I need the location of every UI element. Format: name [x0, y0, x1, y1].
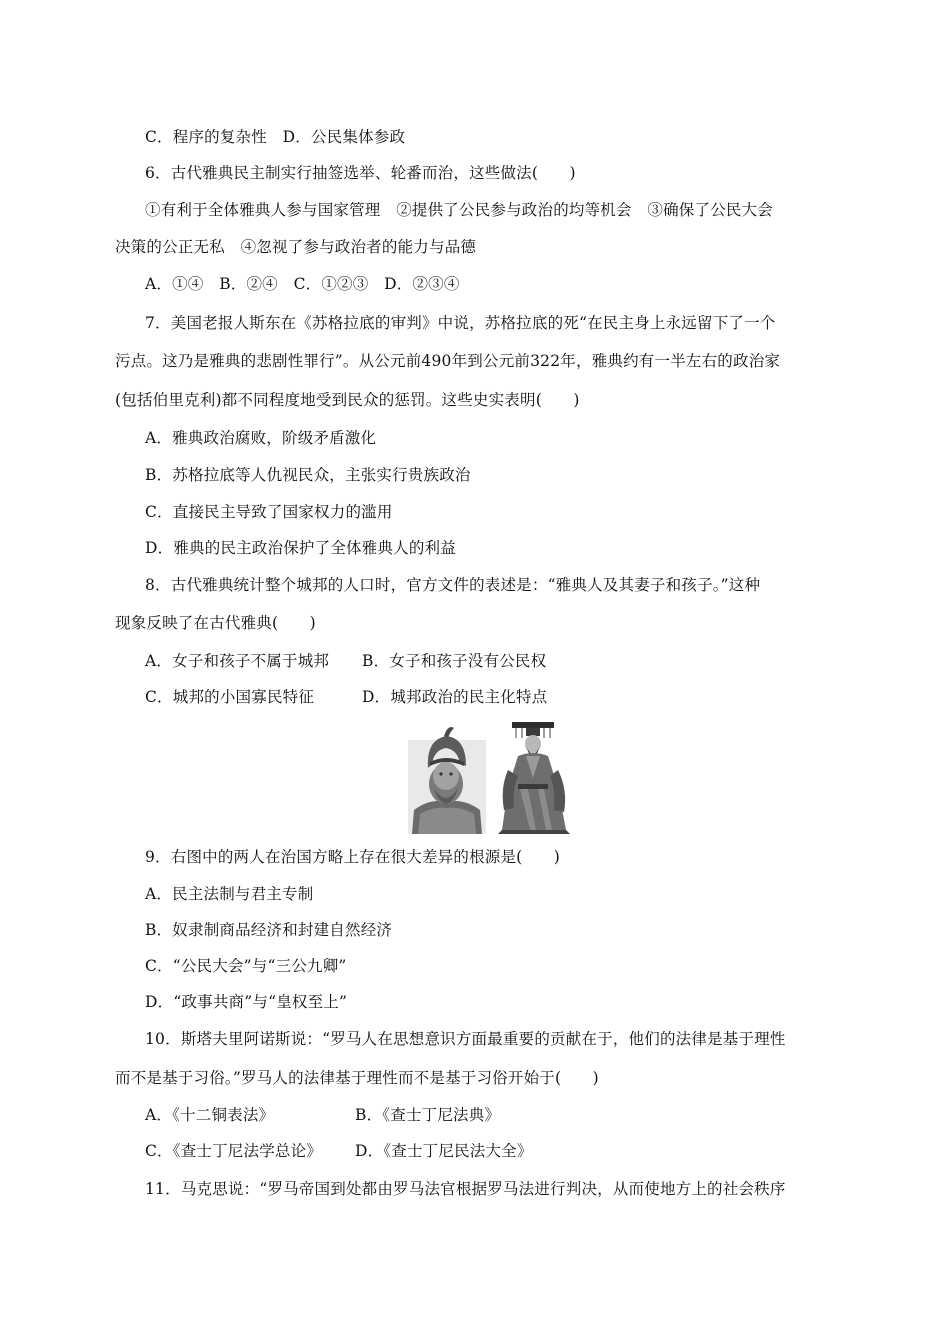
q9-stem: 9．右图中的两人在治国方略上存在很大差异的根源是( ): [145, 848, 561, 866]
q6-items-line2: 决策的公正无私 ④忽视了参与政治者的能力与品德: [115, 238, 477, 256]
q7-option-c[interactable]: C．直接民主导致了国家权力的滥用: [145, 503, 393, 521]
q9-option-c[interactable]: C．“公民大会”与“三公九卿”: [145, 957, 347, 975]
q10-option-a[interactable]: A．《十二铜表法》: [145, 1106, 275, 1124]
q7-stem-line2: 污点。这乃是雅典的悲剧性罪行”。从公元前490年到公元前322年，雅典约有一半左右的政治家: [115, 352, 781, 370]
q9-figure: [408, 718, 578, 836]
q5-option-d[interactable]: D．公民集体参政: [282, 128, 406, 146]
q10-options-cd: [145, 1141, 533, 1161]
two-portraits-image: [408, 718, 578, 836]
q10-stem-line1: 10．斯塔夫里阿诺斯说：“罗马人在思想意识方面最重要的贡献在于，他们的法律是基于理性: [145, 1030, 786, 1048]
q8-options-ab: [145, 651, 547, 671]
q6-items-line1: ①有利于全体雅典人参与国家管理 ②提供了公民参与政治的均等机会 ③确保了公民大会: [145, 201, 774, 219]
q8-option-a[interactable]: A．女子和孩子不属于城邦: [145, 652, 330, 670]
q7-option-d[interactable]: D．雅典的民主政治保护了全体雅典人的利益: [145, 539, 456, 557]
q10-option-d[interactable]: D．《查士丁尼民法大全》: [355, 1142, 533, 1160]
q5-option-c[interactable]: C．程序的复杂性: [145, 128, 267, 146]
q7-option-a[interactable]: A．雅典政治腐败，阶级矛盾激化: [145, 429, 377, 447]
q10-options-ab: [145, 1105, 501, 1125]
q6-stem: 6．古代雅典民主制实行抽签选举、轮番而治，这些做法( ): [145, 164, 576, 182]
q5-options-cd: [145, 127, 405, 147]
q11-stem-line1: 11．马克思说：“罗马帝国到处都由罗马法官根据罗马法进行判决，从而使地方上的社会秩序: [145, 1180, 786, 1198]
q7-option-b[interactable]: B．苏格拉底等人仇视民众，主张实行贵族政治: [145, 466, 471, 484]
q10-stem-line2: 而不是基于习俗。”罗马人的法律基于理性而不是基于习俗开始于( ): [115, 1069, 599, 1087]
q7-stem-line1: 7．美国老报人斯东在《苏格拉底的审判》中说，苏格拉底的死“在民主身上永远留下了一个: [145, 314, 776, 332]
q8-stem-line2: 现象反映了在古代雅典( ): [115, 614, 316, 632]
greek-bust-portrait: [408, 727, 486, 834]
q8-option-d[interactable]: D．城邦政治的民主化特点: [362, 688, 548, 706]
q9-option-a[interactable]: A．民主法制与君主专制: [145, 885, 314, 903]
q8-options-cd: [145, 687, 548, 707]
q9-option-b[interactable]: B．奴隶制商品经济和封建自然经济: [145, 921, 393, 939]
q8-option-c[interactable]: C．城邦的小国寡民特征: [145, 688, 315, 706]
q10-option-b[interactable]: B．《查士丁尼法典》: [355, 1106, 501, 1124]
q7-stem-line3: (包括伯里克利)都不同程度地受到民众的惩罚。这些史实表明( ): [115, 391, 580, 409]
q10-option-c[interactable]: C．《查士丁尼法学总论》: [145, 1142, 323, 1160]
q9-option-d[interactable]: D．“政事共商”与“皇权至上”: [145, 993, 348, 1011]
q8-stem-line1: 8．古代雅典统计整个城邦的人口时，官方文件的表述是：“雅典人及其妻子和孩子。”这种: [145, 576, 761, 594]
q8-option-b[interactable]: B．女子和孩子没有公民权: [362, 652, 547, 670]
q6-options[interactable]: A．①④ B．②④ C．①②③ D．②③④: [145, 275, 460, 293]
chinese-emperor-portrait: [498, 722, 570, 834]
